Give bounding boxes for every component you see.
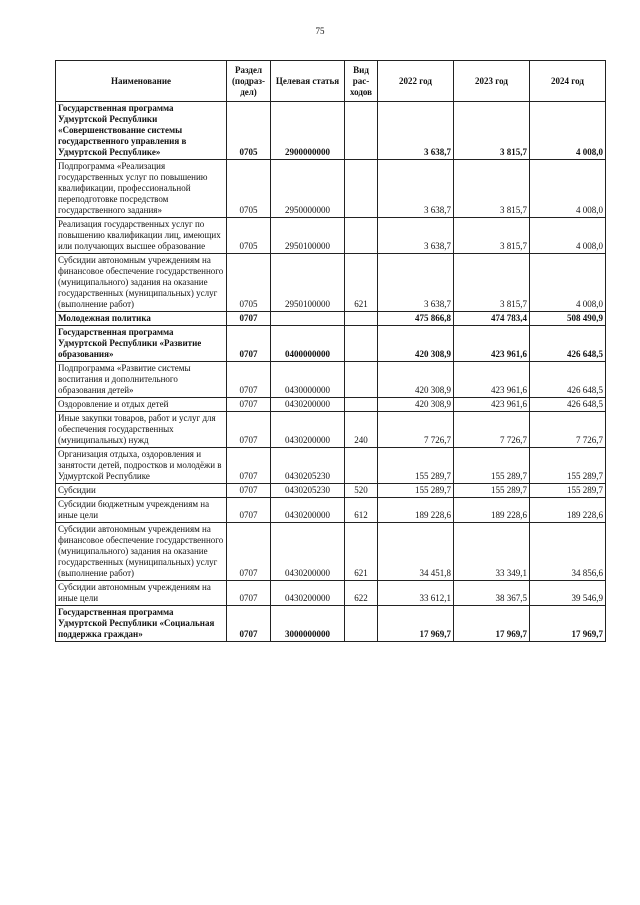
row-section: 0705	[227, 160, 271, 218]
row-name: Подпрограмма «Реализация государственных услуг по повышению квалификации, профессиональной переподготовке посредством государственного задания»	[56, 160, 227, 218]
row-2024: 4 008,0	[530, 254, 606, 312]
table-row	[56, 448, 606, 484]
row-target: 2950100000	[271, 218, 345, 254]
row-2024: 508 490,9	[530, 312, 606, 326]
row-kind: 622	[345, 581, 378, 606]
row-kind	[345, 218, 378, 254]
row-kind	[345, 362, 378, 398]
row-2023: 423 961,6	[454, 398, 530, 412]
row-2023: 155 289,7	[454, 448, 530, 484]
header-2023: 2023 год	[454, 61, 530, 102]
table-row	[56, 412, 606, 448]
table-header	[56, 61, 606, 102]
row-2023: 189 228,6	[454, 498, 530, 523]
row-name: Государственная программа Удмуртской Республики «Развитие образования»	[56, 326, 227, 362]
table-row	[56, 102, 606, 160]
table-row	[56, 254, 606, 312]
budget-table	[55, 60, 606, 642]
table-body	[56, 102, 606, 642]
row-kind	[345, 312, 378, 326]
row-name: Субсидии	[56, 484, 227, 498]
row-section: 0707	[227, 326, 271, 362]
row-2024: 155 289,7	[530, 448, 606, 484]
row-kind: 240	[345, 412, 378, 448]
row-section: 0707	[227, 606, 271, 642]
row-kind: 520	[345, 484, 378, 498]
row-target: 0430000000	[271, 362, 345, 398]
row-2023: 155 289,7	[454, 484, 530, 498]
row-kind	[345, 606, 378, 642]
table-row	[56, 326, 606, 362]
row-2023: 38 367,5	[454, 581, 530, 606]
header-2022: 2022 год	[378, 61, 454, 102]
row-name: Государственная программа Удмуртской Республики «Совершенствование системы государственного управления в Удмуртской Республике»	[56, 102, 227, 160]
row-2022: 17 969,7	[378, 606, 454, 642]
row-target: 0430200000	[271, 412, 345, 448]
row-target: 0430200000	[271, 498, 345, 523]
row-kind: 612	[345, 498, 378, 523]
row-section: 0705	[227, 254, 271, 312]
row-target: 0430200000	[271, 523, 345, 581]
table-row	[56, 581, 606, 606]
row-name: Иные закупки товаров, работ и услуг для обеспечения государственных (муниципальных) нужд	[56, 412, 227, 448]
table-row	[56, 498, 606, 523]
table-row	[56, 160, 606, 218]
row-kind	[345, 326, 378, 362]
row-name: Оздоровление и отдых детей	[56, 398, 227, 412]
header-section: Раздел (подраз-дел)	[227, 61, 271, 102]
row-target: 0430200000	[271, 581, 345, 606]
table-row	[56, 606, 606, 642]
table-row	[56, 362, 606, 398]
row-2022: 3 638,7	[378, 218, 454, 254]
row-section: 0705	[227, 218, 271, 254]
row-section: 0707	[227, 412, 271, 448]
page-number: 75	[315, 26, 325, 36]
row-2022: 420 308,9	[378, 362, 454, 398]
row-2023: 3 815,7	[454, 254, 530, 312]
row-2022: 3 638,7	[378, 160, 454, 218]
row-2024: 34 856,6	[530, 523, 606, 581]
row-2024: 426 648,5	[530, 362, 606, 398]
row-2024: 7 726,7	[530, 412, 606, 448]
row-name: Молодежная политика	[56, 312, 227, 326]
row-2022: 155 289,7	[378, 484, 454, 498]
row-name: Субсидии автономным учреждениям на финансовое обеспечение государственного (муниципального) задания на оказание государственных (муниципальных) услуг (выполнение работ)	[56, 523, 227, 581]
row-section: 0705	[227, 102, 271, 160]
row-2022: 33 612,1	[378, 581, 454, 606]
row-2023: 423 961,6	[454, 362, 530, 398]
row-name: Организация отдыха, оздоровления и занятости детей, подростков и молодёжи в Удмуртской Республике	[56, 448, 227, 484]
row-2022: 420 308,9	[378, 398, 454, 412]
row-2023: 474 783,4	[454, 312, 530, 326]
row-kind	[345, 398, 378, 412]
table-row	[56, 523, 606, 581]
row-section: 0707	[227, 448, 271, 484]
header-kind: Вид рас-ходов	[345, 61, 378, 102]
row-2023: 3 815,7	[454, 160, 530, 218]
row-section: 0707	[227, 362, 271, 398]
row-target: 0400000000	[271, 326, 345, 362]
row-2022: 3 638,7	[378, 102, 454, 160]
row-2024: 426 648,5	[530, 398, 606, 412]
row-2023: 17 969,7	[454, 606, 530, 642]
row-2024: 39 546,9	[530, 581, 606, 606]
row-2023: 3 815,7	[454, 102, 530, 160]
row-2022: 155 289,7	[378, 448, 454, 484]
row-2022: 7 726,7	[378, 412, 454, 448]
table-row	[56, 484, 606, 498]
row-name: Субсидии бюджетным учреждениям на иные цели	[56, 498, 227, 523]
row-2024: 4 008,0	[530, 102, 606, 160]
row-2022: 420 308,9	[378, 326, 454, 362]
row-kind	[345, 160, 378, 218]
row-2022: 189 228,6	[378, 498, 454, 523]
row-target: 2900000000	[271, 102, 345, 160]
row-name: Реализация государственных услуг по повышению квалификации лиц, имеющих или получающих высшее образование	[56, 218, 227, 254]
row-name: Государственная программа Удмуртской Республики «Социальная поддержка граждан»	[56, 606, 227, 642]
row-kind: 621	[345, 254, 378, 312]
header-2024: 2024 год	[530, 61, 606, 102]
row-section: 0707	[227, 523, 271, 581]
header-name: Наименование	[56, 61, 227, 102]
row-target: 3000000000	[271, 606, 345, 642]
row-kind	[345, 102, 378, 160]
row-section: 0707	[227, 312, 271, 326]
row-target: 0430200000	[271, 398, 345, 412]
row-2022: 3 638,7	[378, 254, 454, 312]
row-section: 0707	[227, 484, 271, 498]
row-2024: 4 008,0	[530, 218, 606, 254]
row-2023: 3 815,7	[454, 218, 530, 254]
row-section: 0707	[227, 398, 271, 412]
row-2022: 475 866,8	[378, 312, 454, 326]
row-2023: 423 961,6	[454, 326, 530, 362]
row-target: 2950100000	[271, 254, 345, 312]
row-kind	[345, 448, 378, 484]
row-2024: 4 008,0	[530, 160, 606, 218]
row-section: 0707	[227, 581, 271, 606]
row-name: Подпрограмма «Развитие системы воспитания и дополнительного образования детей»	[56, 362, 227, 398]
row-2022: 34 451,8	[378, 523, 454, 581]
row-2024: 426 648,5	[530, 326, 606, 362]
table-row	[56, 218, 606, 254]
header-target: Целевая статья	[271, 61, 345, 102]
row-target: 0430205230	[271, 484, 345, 498]
table-row	[56, 398, 606, 412]
row-2024: 155 289,7	[530, 484, 606, 498]
row-target: 2950000000	[271, 160, 345, 218]
row-target	[271, 312, 345, 326]
row-name: Субсидии автономным учреждениям на иные цели	[56, 581, 227, 606]
row-section: 0707	[227, 498, 271, 523]
row-2024: 17 969,7	[530, 606, 606, 642]
row-name: Субсидии автономным учреждениям на финансовое обеспечение государственного (муниципального) задания на оказание государственных (муниципальных) услуг (выполнение работ)	[56, 254, 227, 312]
row-2023: 7 726,7	[454, 412, 530, 448]
row-2024: 189 228,6	[530, 498, 606, 523]
row-target: 0430205230	[271, 448, 345, 484]
table-row	[56, 312, 606, 326]
row-2023: 33 349,1	[454, 523, 530, 581]
row-kind: 621	[345, 523, 378, 581]
